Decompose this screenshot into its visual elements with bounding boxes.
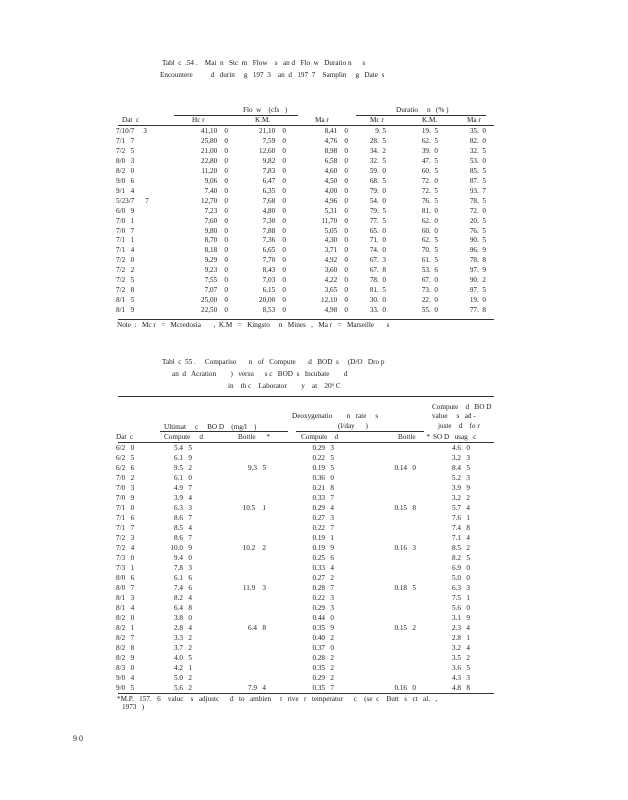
table54-group-flow: Flo w (cfs ): [243, 106, 288, 114]
table54-value-cell: 68. 5: [369, 176, 386, 185]
table54-value-cell: 6,58 0: [324, 156, 348, 165]
table54-value-cell: 4,30 0: [324, 236, 348, 245]
table55-value-cell: 4.3 3: [452, 674, 470, 682]
table54-value-cell: 81. 5: [369, 286, 386, 295]
table54-date-cell: 9/0 6: [116, 176, 135, 185]
table55-date-cell: 7/2 3: [116, 534, 135, 542]
table54-value-cell: 7,60 0: [204, 216, 228, 225]
table55-date-cell: 7/2 4: [116, 544, 135, 552]
table55-caption-line1: Tabl c 55 . Compariso n of Compute d BOD s (D/O Dro p: [162, 358, 385, 366]
table54-value-cell: 7,83 0: [262, 166, 286, 175]
table55-date-cell: 8/3 0: [116, 664, 135, 672]
table55-value-cell: 0.22 3: [312, 594, 334, 602]
table54-value-cell: 33. 0: [369, 306, 386, 315]
table55-bottom-rule: [118, 693, 494, 694]
table54-date-cell: 7/2 5: [116, 146, 135, 155]
table54-value-cell: 3,65 0: [324, 286, 348, 295]
table54-value-cell: 4,80 0: [262, 206, 286, 215]
table55-value-cell: 8.6 7: [174, 534, 192, 542]
table54-value-cell: 59. 0: [369, 166, 386, 175]
table54-date-cell: 7/1 7: [116, 136, 135, 145]
table54-value-cell: 81. 0: [421, 206, 438, 215]
table55-date-cell: 8/2 8: [116, 644, 135, 652]
table55-value-cell: 3.9 9: [452, 484, 470, 492]
table55-caption-line3: [228, 383, 341, 390]
table54-value-cell: 7,55 0: [204, 276, 228, 285]
table54-value-cell: 47. 5: [421, 156, 438, 165]
table55-value-cell: 10.2 2: [242, 544, 266, 552]
table54-value-cell: 7,40 0: [204, 186, 228, 195]
table54-value-cell: 6,65 0: [262, 246, 286, 255]
table55-caption-line3-text: in th c Laborator y at 20: [228, 382, 332, 390]
table54-value-cell: 7,68 0: [262, 196, 286, 205]
table54-date-cell: 8/0 3: [116, 156, 135, 165]
table54-value-cell: 12,60 0: [259, 146, 286, 155]
table54-value-cell: 74. 0: [369, 246, 386, 255]
table55-date-cell: 7/0 9: [116, 494, 135, 502]
table54-value-cell: 53. 6: [421, 266, 438, 275]
table54-value-cell: 71. 0: [369, 236, 386, 245]
table55-value-cell: 4.0 5: [174, 654, 192, 662]
table55-value-cell: 0.21 8: [312, 484, 334, 492]
table54-value-cell: 7,59 0: [262, 136, 286, 145]
table55-header-right-1: Compute d BO D: [432, 403, 492, 411]
table54-value-cell: 25,00 0: [201, 296, 228, 305]
table55-header-day: (l/day ): [338, 422, 368, 430]
table55-date-cell: 8/1 3: [116, 594, 135, 602]
table54-value-cell: 4,96 0: [324, 196, 348, 205]
table54-value-cell: 93. 7: [469, 186, 486, 195]
table55-header-right-4: SO D usag c: [433, 433, 477, 441]
table54-value-cell: 9,80 0: [204, 226, 228, 235]
table54-date-cell: 9/1 4: [116, 186, 135, 195]
table54-value-cell: 32. 5: [469, 146, 486, 155]
table55-value-cell: 4.9 7: [174, 484, 192, 492]
table54-value-cell: 19. 5: [421, 127, 438, 135]
table54-value-cell: 4,98 0: [324, 306, 348, 315]
table55-value-cell: 0.29 3: [312, 444, 334, 452]
table54-value-cell: 12,70 0: [201, 196, 228, 205]
table54-value-cell: 12,10 0: [321, 296, 348, 305]
table55-value-cell: 4.2 1: [174, 664, 192, 672]
table55-header-rule: [118, 442, 494, 443]
table54-value-cell: 62. 0: [421, 216, 438, 225]
table55-value-cell: 6.1 6: [174, 574, 192, 582]
table54-value-cell: 41,10 0: [201, 127, 228, 135]
table54-value-cell: 9,23 0: [204, 266, 228, 275]
table55-value-cell: 0.28 2: [312, 654, 334, 662]
table55-value-cell: 9.4 0: [174, 554, 192, 562]
table55-value-cell: 6.3 3: [174, 504, 192, 512]
table55-value-cell: 0.29 4: [312, 504, 334, 512]
table54-value-cell: 6,47 0: [262, 176, 286, 185]
table55-col-header: Compute d: [164, 433, 203, 441]
table54-value-cell: 77. 8: [469, 306, 486, 315]
table55-value-cell: 0.19 5: [312, 464, 334, 472]
table55-value-cell: 0.35 9: [312, 624, 334, 632]
table54-value-cell: 22,80 0: [201, 156, 228, 165]
table55-value-cell: 0.18 5: [394, 584, 416, 592]
table54-value-cell: 32. 5: [369, 156, 386, 165]
table54-date-cell: 7/0 1: [116, 216, 135, 225]
table55-value-cell: 0.35 7: [312, 684, 334, 692]
table54-value-cell: 3,60 0: [324, 266, 348, 275]
table54-value-cell: 61. 5: [421, 256, 438, 265]
table55-value-cell: 5.0 0: [452, 574, 470, 582]
table55-value-cell: 2.3 4: [452, 624, 470, 632]
table54-value-cell: 34. 2: [369, 146, 386, 155]
table54-date-cell: 7/0 7: [116, 226, 135, 235]
table55-value-cell: 3.2 4: [452, 644, 470, 652]
table55-value-cell: 9.3 5: [248, 464, 266, 472]
table55-value-cell: 10.0 9: [170, 544, 192, 552]
table54-value-cell: 7,70 0: [262, 256, 286, 265]
table55-date-cell: 6/2 5: [116, 454, 135, 462]
table55-value-cell: 0.16 0: [394, 684, 416, 692]
table55-value-cell: 0.15 8: [394, 504, 416, 512]
table55-value-cell: 3.6 5: [452, 664, 470, 672]
table54-value-cell: 67. 3: [369, 256, 386, 265]
table54-date-cell: 5/23/7 7: [116, 196, 149, 205]
table55-value-cell: 3.3 2: [174, 634, 192, 642]
table55-value-cell: 3.9 4: [174, 494, 192, 502]
table54-date-cell: 7/1 4: [116, 246, 135, 255]
table54-value-cell: 96. 9: [469, 246, 486, 255]
table54-value-cell: 4,76 0: [324, 136, 348, 145]
table55-value-cell: 6.4 8: [248, 624, 266, 632]
table54-value-cell: 8,18 0: [204, 246, 228, 255]
degree-sign: o: [331, 383, 335, 388]
table55-value-cell: 6.3 3: [452, 584, 470, 592]
table54-value-cell: 4,92 0: [324, 256, 348, 265]
table55-date-cell: 7/0 3: [116, 484, 135, 492]
table55-date-cell: 8/2 9: [116, 654, 135, 662]
table54-value-cell: 5,31 0: [324, 206, 348, 215]
table54-header-rule: [118, 125, 494, 126]
table55-value-cell: 0.15 2: [394, 624, 416, 632]
table54-value-cell: 72. 0: [469, 206, 486, 215]
table55-value-cell: 0.25 6: [312, 554, 334, 562]
table55-value-cell: 0.44 0: [312, 614, 334, 622]
table54-caption-line1: Tabl c .54 . Mai n Stc m Flow s an d Flo w Duratio n s: [162, 59, 366, 67]
table54-value-cell: 9,82 0: [262, 156, 286, 165]
table55-ultimate-rule: [160, 431, 288, 432]
table55-value-cell: 7.6 1: [452, 514, 470, 522]
table55-date-cell: 6/2 0: [116, 444, 135, 452]
table55-date-cell: 6/2 6: [116, 464, 135, 472]
table54-value-cell: 21,10 0: [259, 127, 286, 135]
table54-value-cell: 82. 0: [469, 136, 486, 145]
table54-value-cell: 3,71 0: [324, 246, 348, 255]
table54-value-cell: 4,60 0: [324, 166, 348, 175]
table54-value-cell: 67. 8: [369, 266, 386, 275]
table55-value-cell: 7.4 6: [174, 584, 192, 592]
table55-value-cell: 5.7 4: [452, 504, 470, 512]
table55-value-cell: 0.35 2: [312, 664, 334, 672]
table54-value-cell: 7,07 0: [204, 286, 228, 295]
table54-value-cell: 60. 0: [421, 226, 438, 235]
table55-value-cell: 6.4 8: [174, 604, 192, 612]
table55-col-header: Dat c: [116, 433, 134, 441]
table55-value-cell: 3.1 9: [452, 614, 470, 622]
table55-value-cell: 2.8 1: [452, 634, 470, 642]
table54-value-cell: 54. 0: [369, 196, 386, 205]
table54-value-cell: 9. 5: [375, 127, 386, 135]
table54-value-cell: 67. 0: [421, 276, 438, 285]
table54-group-duration: Duratio n (% ): [396, 106, 449, 114]
table55-value-cell: 0.22 5: [312, 454, 334, 462]
table55-value-cell: 3.5 2: [452, 654, 470, 662]
table55-value-cell: 0.28 7: [312, 584, 334, 592]
table54-value-cell: 25,80 0: [201, 136, 228, 145]
table54-value-cell: 76. 5: [421, 196, 438, 205]
table54-value-cell: 73. 0: [421, 286, 438, 295]
table55-value-cell: 3.2 2: [452, 494, 470, 502]
table55-value-cell: 4.6 0: [452, 444, 470, 452]
table55-footnote-line1: *M.P. 157. 6 valuc s adjustc d to ambien t rive r temperatur c (se c Butt s ct al. ,: [117, 695, 438, 703]
table54-value-cell: 8,70 0: [204, 236, 228, 245]
table55-date-cell: 9/0 4: [116, 674, 135, 682]
table54-value-cell: 72. 5: [421, 186, 438, 195]
table55-value-cell: 7.5 1: [452, 594, 470, 602]
table54-value-cell: 6,15 0: [262, 286, 286, 295]
table55-date-cell: 7/1 6: [116, 514, 135, 522]
table54-date-cell: 7/2 8: [116, 286, 135, 295]
table54-value-cell: 78. 8: [469, 256, 486, 265]
table55-value-cell: 8.5 4: [174, 524, 192, 532]
table54-value-cell: 11,20 0: [201, 166, 228, 175]
table54-note: Note : Mc r = Mcredosia , K.M = Kingsto n Mines , Ma r = Marseille s: [117, 321, 390, 329]
table54-date-cell: 7/2 0: [116, 256, 135, 265]
table55-date-cell: 9/0 5: [116, 684, 135, 692]
table54-date-cell: 7/10/7 3: [116, 127, 147, 135]
table54-date-cell: 7/1 1: [116, 236, 135, 245]
table54-value-cell: 4,00 0: [324, 186, 348, 195]
table55-value-cell: 9.5 2: [174, 464, 192, 472]
table54-value-cell: 78. 0: [369, 276, 386, 285]
table55-value-cell: 5.6 2: [174, 684, 192, 692]
table55-value-cell: 8.4 5: [452, 464, 470, 472]
table54-value-cell: 21,00 0: [201, 146, 228, 155]
table55-value-cell: 8.5 2: [452, 544, 470, 552]
table55-footnote-line2: 1973 ): [122, 703, 145, 711]
table55-col-header: Bottle *: [238, 433, 270, 441]
table54-value-cell: 70. 5: [421, 246, 438, 255]
table55-date-cell: 8/1 4: [116, 604, 135, 612]
table55-value-cell: 7.1 4: [452, 534, 470, 542]
table54-value-cell: 8,43 0: [262, 266, 286, 275]
table55-date-cell: 8/2 0: [116, 614, 135, 622]
table55-top-rule: [118, 396, 494, 397]
table55-date-cell: 7/1 0: [116, 504, 135, 512]
table54-value-cell: 22. 0: [421, 296, 438, 305]
table54-value-cell: 6,35 0: [262, 186, 286, 195]
table54-value-cell: 90. 5: [469, 236, 486, 245]
table55-header-ultimate: Ultimat c BO D (mg/l ): [164, 423, 257, 431]
table55-value-cell: 0.29 2: [312, 674, 334, 682]
table55-value-cell: 0.16 3: [394, 544, 416, 552]
table54-value-cell: 60. 5: [421, 166, 438, 175]
table54-col-header: Mc r: [370, 116, 384, 124]
table55-caption-line2: an d Acration ) versu s c BOD s Incubate d: [172, 370, 348, 378]
table54-value-cell: 55. 0: [421, 306, 438, 315]
table55-header-right-2: value s ad -: [432, 412, 476, 420]
table55-date-cell: 8/0 7: [116, 584, 135, 592]
table54-value-cell: 7,36 0: [262, 236, 286, 245]
table54-value-cell: 8,41 0: [324, 127, 348, 135]
table54-value-cell: 97. 5: [469, 286, 486, 295]
table55-date-cell: 8/2 1: [116, 624, 135, 632]
table55-value-cell: 0.27 2: [312, 574, 334, 582]
table55-value-cell: 0.40 2: [312, 634, 334, 642]
table54-value-cell: 90. 2: [469, 276, 486, 285]
table54-caption-line2: Encountere d durin g 197 3 an d 197 7 Samplin g Date s: [160, 71, 385, 79]
table55-value-cell: 8.2 5: [452, 554, 470, 562]
table55-date-cell: 8/0 6: [116, 574, 135, 582]
page-number: 9 0: [73, 734, 83, 743]
table54-value-cell: 19. 0: [469, 296, 486, 305]
table55-col-header: Compute d: [301, 433, 339, 441]
table55-caption-unit: C: [334, 382, 341, 390]
table54-value-cell: 7,23 0: [204, 206, 228, 215]
table55-value-cell: 10.5 1: [242, 504, 266, 512]
table55-col-header: Bottle *: [398, 433, 430, 441]
table54-value-cell: 79. 0: [369, 186, 386, 195]
table55-value-cell: 7.9 4: [248, 684, 266, 692]
table54-bottom-rule: [118, 319, 494, 320]
table54-value-cell: 76. 5: [469, 226, 486, 235]
table55-value-cell: 6.9 0: [452, 564, 470, 572]
table55-value-cell: 0.19 1: [312, 534, 334, 542]
table55-value-cell: 7.4 8: [452, 524, 470, 532]
table54-value-cell: 28. 5: [369, 136, 386, 145]
table54-value-cell: 7,88 0: [262, 226, 286, 235]
table54-col-header: K.M.: [422, 116, 438, 124]
table55-value-cell: 7.8 3: [174, 564, 192, 572]
table55-value-cell: 5.4 5: [174, 444, 192, 452]
table54-value-cell: 8,98 0: [324, 146, 348, 155]
table54-col-header: Hc r: [192, 116, 205, 124]
table54-col-header: K.M.: [255, 116, 271, 124]
table54-value-cell: 22,50 0: [201, 306, 228, 315]
table55-value-cell: 0.27 3: [312, 514, 334, 522]
table55-value-cell: 6.1 0: [174, 474, 192, 482]
table54-value-cell: 9,29 0: [204, 256, 228, 265]
table54-value-cell: 97. 9: [469, 266, 486, 275]
table54-value-cell: 62. 5: [421, 136, 438, 145]
table54-value-cell: 4,50 0: [324, 176, 348, 185]
table54-value-cell: 79. 5: [369, 206, 386, 215]
table54-date-cell: 8/2 0: [116, 166, 135, 175]
table54-date-cell: 7/2 2: [116, 266, 135, 275]
table55-value-cell: 8.2 4: [174, 594, 192, 602]
table55-date-cell: 7/3 1: [116, 564, 135, 572]
table55-value-cell: 11.9 3: [242, 584, 266, 592]
table54-value-cell: 53. 0: [469, 156, 486, 165]
table55-value-cell: 0.36 0: [312, 474, 334, 482]
table54-value-cell: 7,30 0: [262, 216, 286, 225]
table55-value-cell: 0.37 0: [312, 644, 334, 652]
table54-value-cell: 20,00 0: [259, 296, 286, 305]
table55-date-cell: 7/1 7: [116, 524, 135, 532]
table54-value-cell: 39. 0: [421, 146, 438, 155]
table54-value-cell: 62. 5: [421, 236, 438, 245]
table54-value-cell: 87. 5: [469, 176, 486, 185]
table54-value-cell: 4,22 0: [324, 276, 348, 285]
table55-value-cell: 0.14 0: [394, 464, 416, 472]
table54-value-cell: 72. 0: [421, 176, 438, 185]
table54-value-cell: 77. 5: [369, 216, 386, 225]
table54-date-cell: 7/2 5: [116, 276, 135, 285]
table55-value-cell: 0.19 9: [312, 544, 334, 552]
table55-value-cell: 0.29 3: [312, 604, 334, 612]
table55-deox-rule: [296, 431, 424, 432]
table55-value-cell: 0.33 4: [312, 564, 334, 572]
table55-header-right-3: juste d fo r: [438, 422, 480, 430]
table54-date-cell: 6/0 9: [116, 206, 135, 215]
table55-header-deox: Deoxygenatio n rate s: [292, 412, 379, 420]
table54-col-header: Dat c: [122, 116, 140, 124]
table55-date-cell: 8/2 7: [116, 634, 135, 642]
table54-value-cell: 8,53 0: [262, 306, 286, 315]
table55-value-cell: 5.2 3: [452, 474, 470, 482]
table55-value-cell: 3.2 3: [452, 454, 470, 462]
table54-col-header: Ma r: [315, 116, 329, 124]
table54-value-cell: 7,03 0: [262, 276, 286, 285]
table54-value-cell: 20. 5: [469, 216, 486, 225]
table54-value-cell: 78. 5: [469, 196, 486, 205]
table54-date-cell: 8/1 5: [116, 296, 135, 305]
table54-value-cell: 9,06 0: [204, 176, 228, 185]
table55-value-cell: 0.33 7: [312, 494, 334, 502]
table54-value-cell: 5,05 0: [324, 226, 348, 235]
table54-col-header: Ma r: [467, 116, 481, 124]
table55-value-cell: 0.22 7: [312, 524, 334, 532]
table55-date-cell: 7/3 0: [116, 554, 135, 562]
table54-value-cell: 30. 0: [369, 296, 386, 305]
table55-value-cell: 2.8 4: [174, 624, 192, 632]
table55-value-cell: 8.6 7: [174, 514, 192, 522]
table55-value-cell: 5.0 2: [174, 674, 192, 682]
table55-value-cell: 3.8 0: [174, 614, 192, 622]
table55-date-cell: 7/0 2: [116, 474, 135, 482]
table54-value-cell: 11,70 0: [321, 216, 348, 225]
table54-date-cell: 8/1 9: [116, 306, 135, 315]
table55-value-cell: 4.8 8: [452, 684, 470, 692]
table55-value-cell: 6.1 9: [174, 454, 192, 462]
table54-value-cell: 35. 0: [469, 127, 486, 135]
table55-value-cell: 3.7 2: [174, 644, 192, 652]
table55-value-cell: 5.6 0: [452, 604, 470, 612]
table54-value-cell: 85. 5: [469, 166, 486, 175]
table54-value-cell: 65. 0: [369, 226, 386, 235]
